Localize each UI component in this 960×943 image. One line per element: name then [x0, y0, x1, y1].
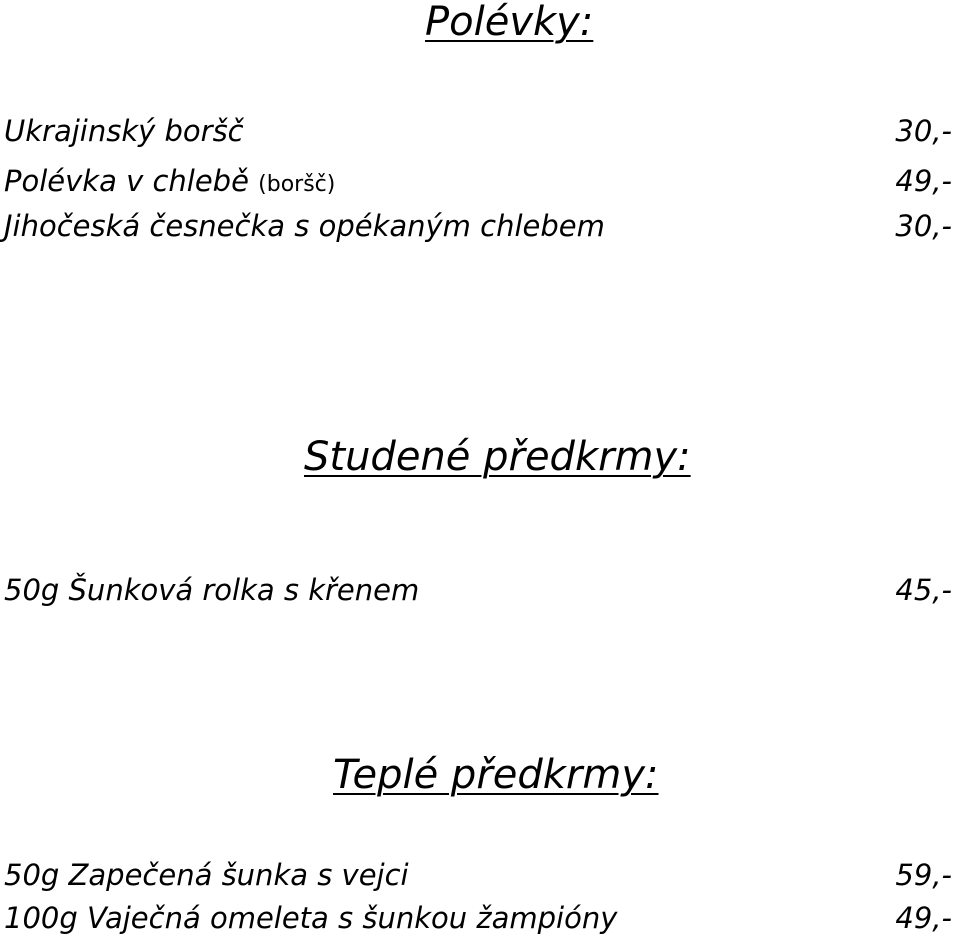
section-title-warm-starters: Teplé předkrmy: — [333, 752, 659, 798]
menu-item-price: 49,- — [895, 901, 952, 935]
menu-item — [4, 570, 952, 610]
menu-item — [4, 161, 952, 201]
section-title-cold-starters: Studené předkrmy: — [304, 434, 691, 480]
menu-item — [4, 898, 952, 938]
menu-item-name: 100g Vaječná omeleta s šunkou žampióny — [4, 901, 618, 935]
menu-item-name-group — [4, 161, 335, 205]
menu-item-price: 30,- — [895, 209, 952, 243]
menu-item-price: 49,- — [895, 164, 952, 198]
menu-item-name: Jihočeská česnečka s opékaným chlebem — [4, 209, 605, 243]
menu-item-name: 50g Šunková rolka s křenem — [4, 573, 420, 607]
menu-item-name: 50g Zapečená šunka s vejci — [4, 858, 409, 892]
menu-item — [4, 855, 952, 895]
menu-item-price: 45,- — [895, 573, 952, 607]
menu-item — [4, 206, 952, 246]
menu-item-name: Ukrajinský boršč — [4, 114, 244, 148]
menu-item-price: 59,- — [895, 858, 952, 892]
menu-item — [4, 111, 952, 151]
section-title-soups: Polévky: — [425, 0, 594, 45]
menu-item-note: (boršč) — [258, 172, 336, 197]
menu-item-name: Polévka v chlebě — [4, 164, 249, 198]
menu-item-price: 30,- — [895, 114, 952, 148]
